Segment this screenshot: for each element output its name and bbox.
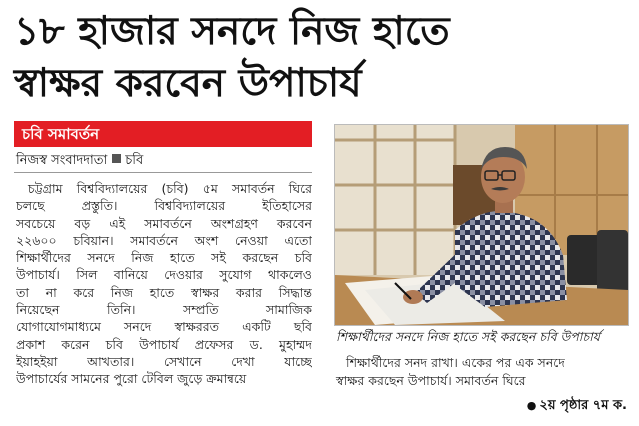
byline-author: নিজস্ব সংবাদদাতা — [16, 153, 108, 168]
body-line: উপাচার্যের সামনের পুরো টেবিল জুড়ে ক্রমান্বয়ে — [16, 371, 247, 387]
dot-bullet-icon: ● — [526, 399, 537, 412]
article-body — [16, 180, 312, 388]
body-line: উপাচার্য। সিল বানিয়ে দেওয়ার সুযোগ থাকলেও — [16, 267, 312, 283]
body-line: প্রকাশ করেন চবি উপাচার্য প্রফেসর ড. মুহাম্মদ — [16, 336, 312, 352]
body-line: সবচেয়ে বড় এই সমাবর্তনে অংশগ্রহণ করবেন — [16, 215, 312, 231]
page-jump — [527, 397, 627, 415]
page-jump-label: ২য় পৃষ্ঠার ৭ম ক. — [539, 398, 627, 413]
photo-caption: শিক্ষার্থীদের সনদে নিজ হাতে সই করছেন চবি উপাচার্য — [336, 329, 600, 344]
body-line: যোগাযোগমাধ্যমে সনদে স্বাক্ষররত একটি ছবি — [16, 319, 312, 335]
body-line: শিক্ষার্থীদের সনদে নিজ হাতে সই করছেন চবি — [16, 250, 312, 266]
headline-line-1: ১৮ হাজার সনদে নিজ হাতে — [14, 9, 450, 54]
body-line: চলছে প্রস্তুতি। বিশ্ববিদ্যালয়ের ইতিহাসের — [16, 198, 312, 214]
body-line: ইয়াহইয়া আখতার। সেখানে দেখা যাচ্ছে — [16, 353, 312, 369]
square-bullet-icon — [112, 154, 121, 163]
continuation-line: স্বাক্ষর করছেন উপাচার্য। সমাবর্তন ঘিরে — [336, 373, 526, 388]
section-tag: চবি সমাবর্তন — [14, 121, 312, 147]
headline — [14, 6, 634, 110]
byline-divider — [14, 172, 312, 173]
body-line: নিয়েছেন তিনি। সম্প্রতি সামাজিক — [16, 302, 312, 318]
body-line: তা না করে নিজ হাতে স্বাক্ষর করার সিদ্ধান্ত — [16, 284, 312, 300]
article-continuation — [336, 354, 630, 390]
news-photo — [334, 124, 629, 326]
photo-illustration — [335, 125, 628, 325]
body-line: ২২৬০০ চবিয়ান। সমাবর্তনে অংশ নেওয়া এতো — [16, 232, 312, 248]
body-line: চট্টগ্রাম বিশ্ববিদ্যালয়ের (চবি) ৫ম সমাবর্তন ঘিরে — [28, 181, 312, 196]
byline-location: চবি — [125, 153, 144, 168]
continuation-line: শিক্ষার্থীদের সনদ রাখা। একের পর এক সনদে — [346, 355, 565, 370]
headline-line-2: স্বাক্ষর করবেন উপাচার্য — [14, 61, 362, 106]
byline — [16, 152, 143, 170]
